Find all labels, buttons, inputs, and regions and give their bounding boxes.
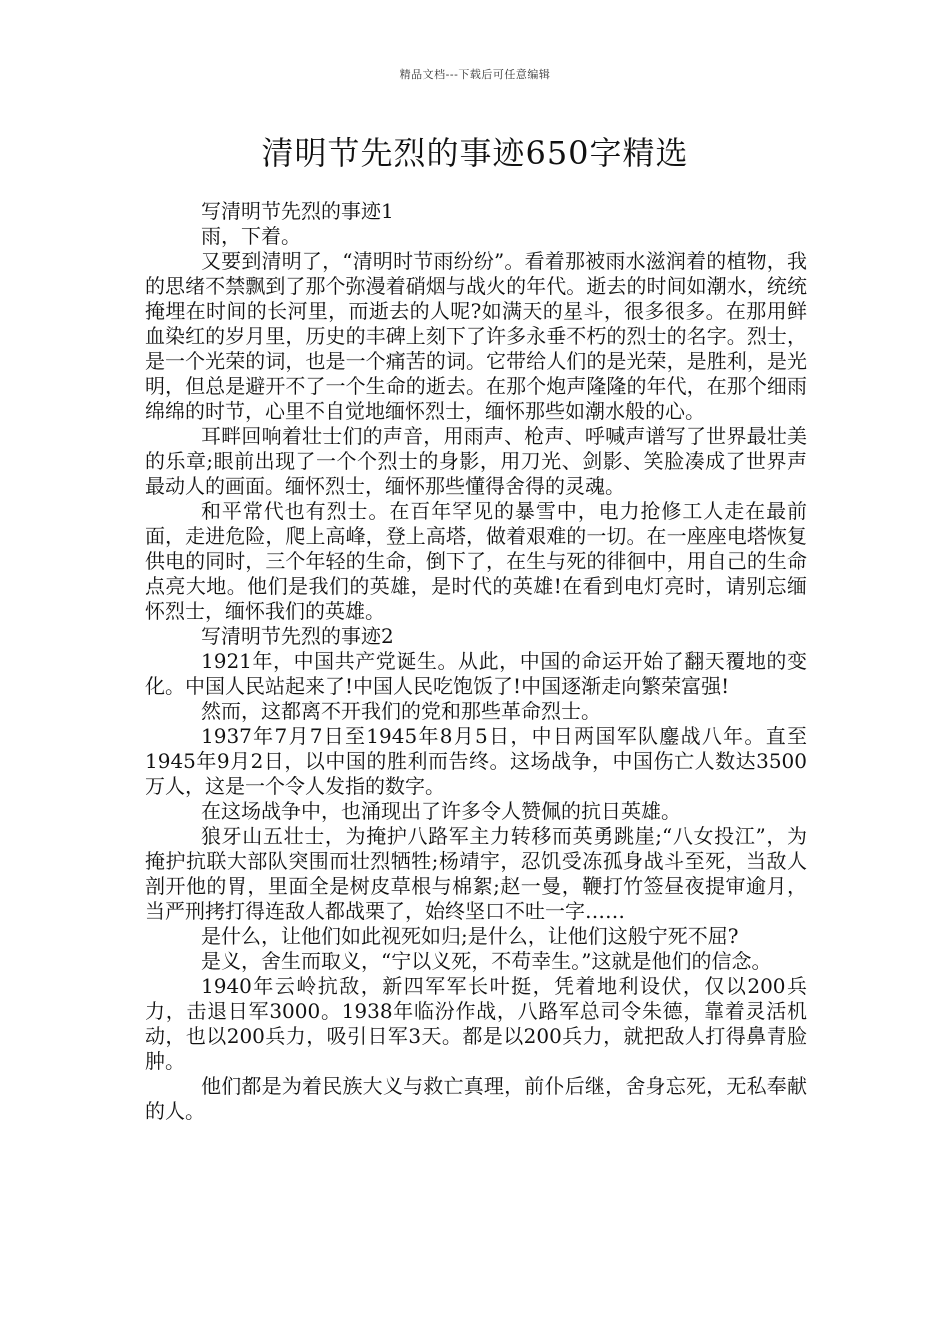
section-heading: 写清明节先烈的事迹1 bbox=[201, 199, 394, 223]
document-body bbox=[145, 199, 807, 1124]
paragraph: 和平常代也有烈士。在百年罕见的暴雪中，电力抢修工人走在最前面，走进危险，爬上高峰，登上高塔，做着艰难的一切。在一座座电塔恢复供电的同时，三个年轻的生命，倒下了，在生与死的徘徊中，用自己的生命点亮大地。他们是我们的英雄，是时代的英雄!在看到电灯亮时，请别忘缅怀烈士，缅怀我们的英雄。 bbox=[145, 499, 807, 623]
paragraph: 耳畔回响着壮士们的声音，用雨声、枪声、呼喊声谱写了世界最壮美的乐章;眼前出现了一个个烈士的身影，用刀光、剑影、笑脸凑成了世界声最动人的画面。缅怀烈士，缅怀那些懂得舍得的灵魂。 bbox=[145, 424, 807, 498]
document-title: 清明节先烈的事迹650字精选 bbox=[261, 134, 689, 172]
paragraph: 是义，舍生而取义，“宁以义死，不苟幸生。”这就是他们的信念。 bbox=[201, 949, 772, 973]
paragraph: 1921年，中国共产党诞生。从此，中国的命运开始了翻天覆地的变化。中国人民站起来了!中国人民吃饱饭了!中国逐渐走向繁荣富强! bbox=[145, 649, 807, 698]
section-heading: 写清明节先烈的事迹2 bbox=[201, 624, 394, 648]
paragraph: 1937年7月7日至1945年8月5日，中日两国军队鏖战八年。直至1945年9月2日，以中国的胜利而告终。这场战争，中国伤亡人数达3500万人，这是一个令人发指的数字。 bbox=[145, 724, 807, 798]
header-note: 精品文档---下载后可任意编辑 bbox=[399, 68, 551, 81]
paragraph: 狼牙山五壮士，为掩护八路军主力转移而英勇跳崖;“八女投江”，为掩护抗联大部队突围而壮烈牺牲;杨靖宇，忍饥受冻孤身战斗至死，当敌人剖开他的胃，里面全是树皮草根与棉絮;赵一曼，鞭打竹签昼夜提审逾月，当严刑拷打得连敌人都战栗了，始终坚口不吐一字…… bbox=[145, 824, 807, 923]
paragraph: 在这场战争中，也涌现出了许多令人赞佩的抗日英雄。 bbox=[201, 799, 681, 823]
paragraph: 1940年云岭抗敌，新四军军长叶挺，凭着地利设伏，仅以200兵力，击退日军3000。1938年临汾作战，八路军总司令朱德，靠着灵活机动，也以200兵力，吸引日军3天。都是以200兵力，就把敌人打得鼻青脸肿。 bbox=[145, 974, 807, 1073]
paragraph: 然而，这都离不开我们的党和那些革命烈士。 bbox=[201, 699, 601, 723]
paragraph: 是什么，让他们如此视死如归;是什么，让他们这般宁死不屈? bbox=[201, 924, 739, 948]
paragraph: 雨，下着。 bbox=[201, 224, 301, 248]
paragraph: 又要到清明了，“清明时节雨纷纷”。看着那被雨水滋润着的植物，我的思绪不禁飘到了那个弥漫着硝烟与战火的年代。逝去的时间如潮水，统统掩埋在时间的长河里，而逝去的人呢?如满天的星斗，很多很多。在那用鲜血染红的岁月里，历史的丰碑上刻下了许多永垂不朽的烈士的名字。烈士，是一个光荣的词，也是一个痛苦的词。它带给人们的是光荣，是胜利，是光明，但总是避开不了一个生命的逝去。在那个炮声隆隆的年代，在那个细雨绵绵的时节，心里不自觉地缅怀烈士，缅怀那些如潮水般的心。 bbox=[145, 249, 807, 423]
paragraph: 他们都是为着民族大义与救亡真理，前仆后继，舍身忘死，无私奉献的人。 bbox=[145, 1074, 807, 1123]
